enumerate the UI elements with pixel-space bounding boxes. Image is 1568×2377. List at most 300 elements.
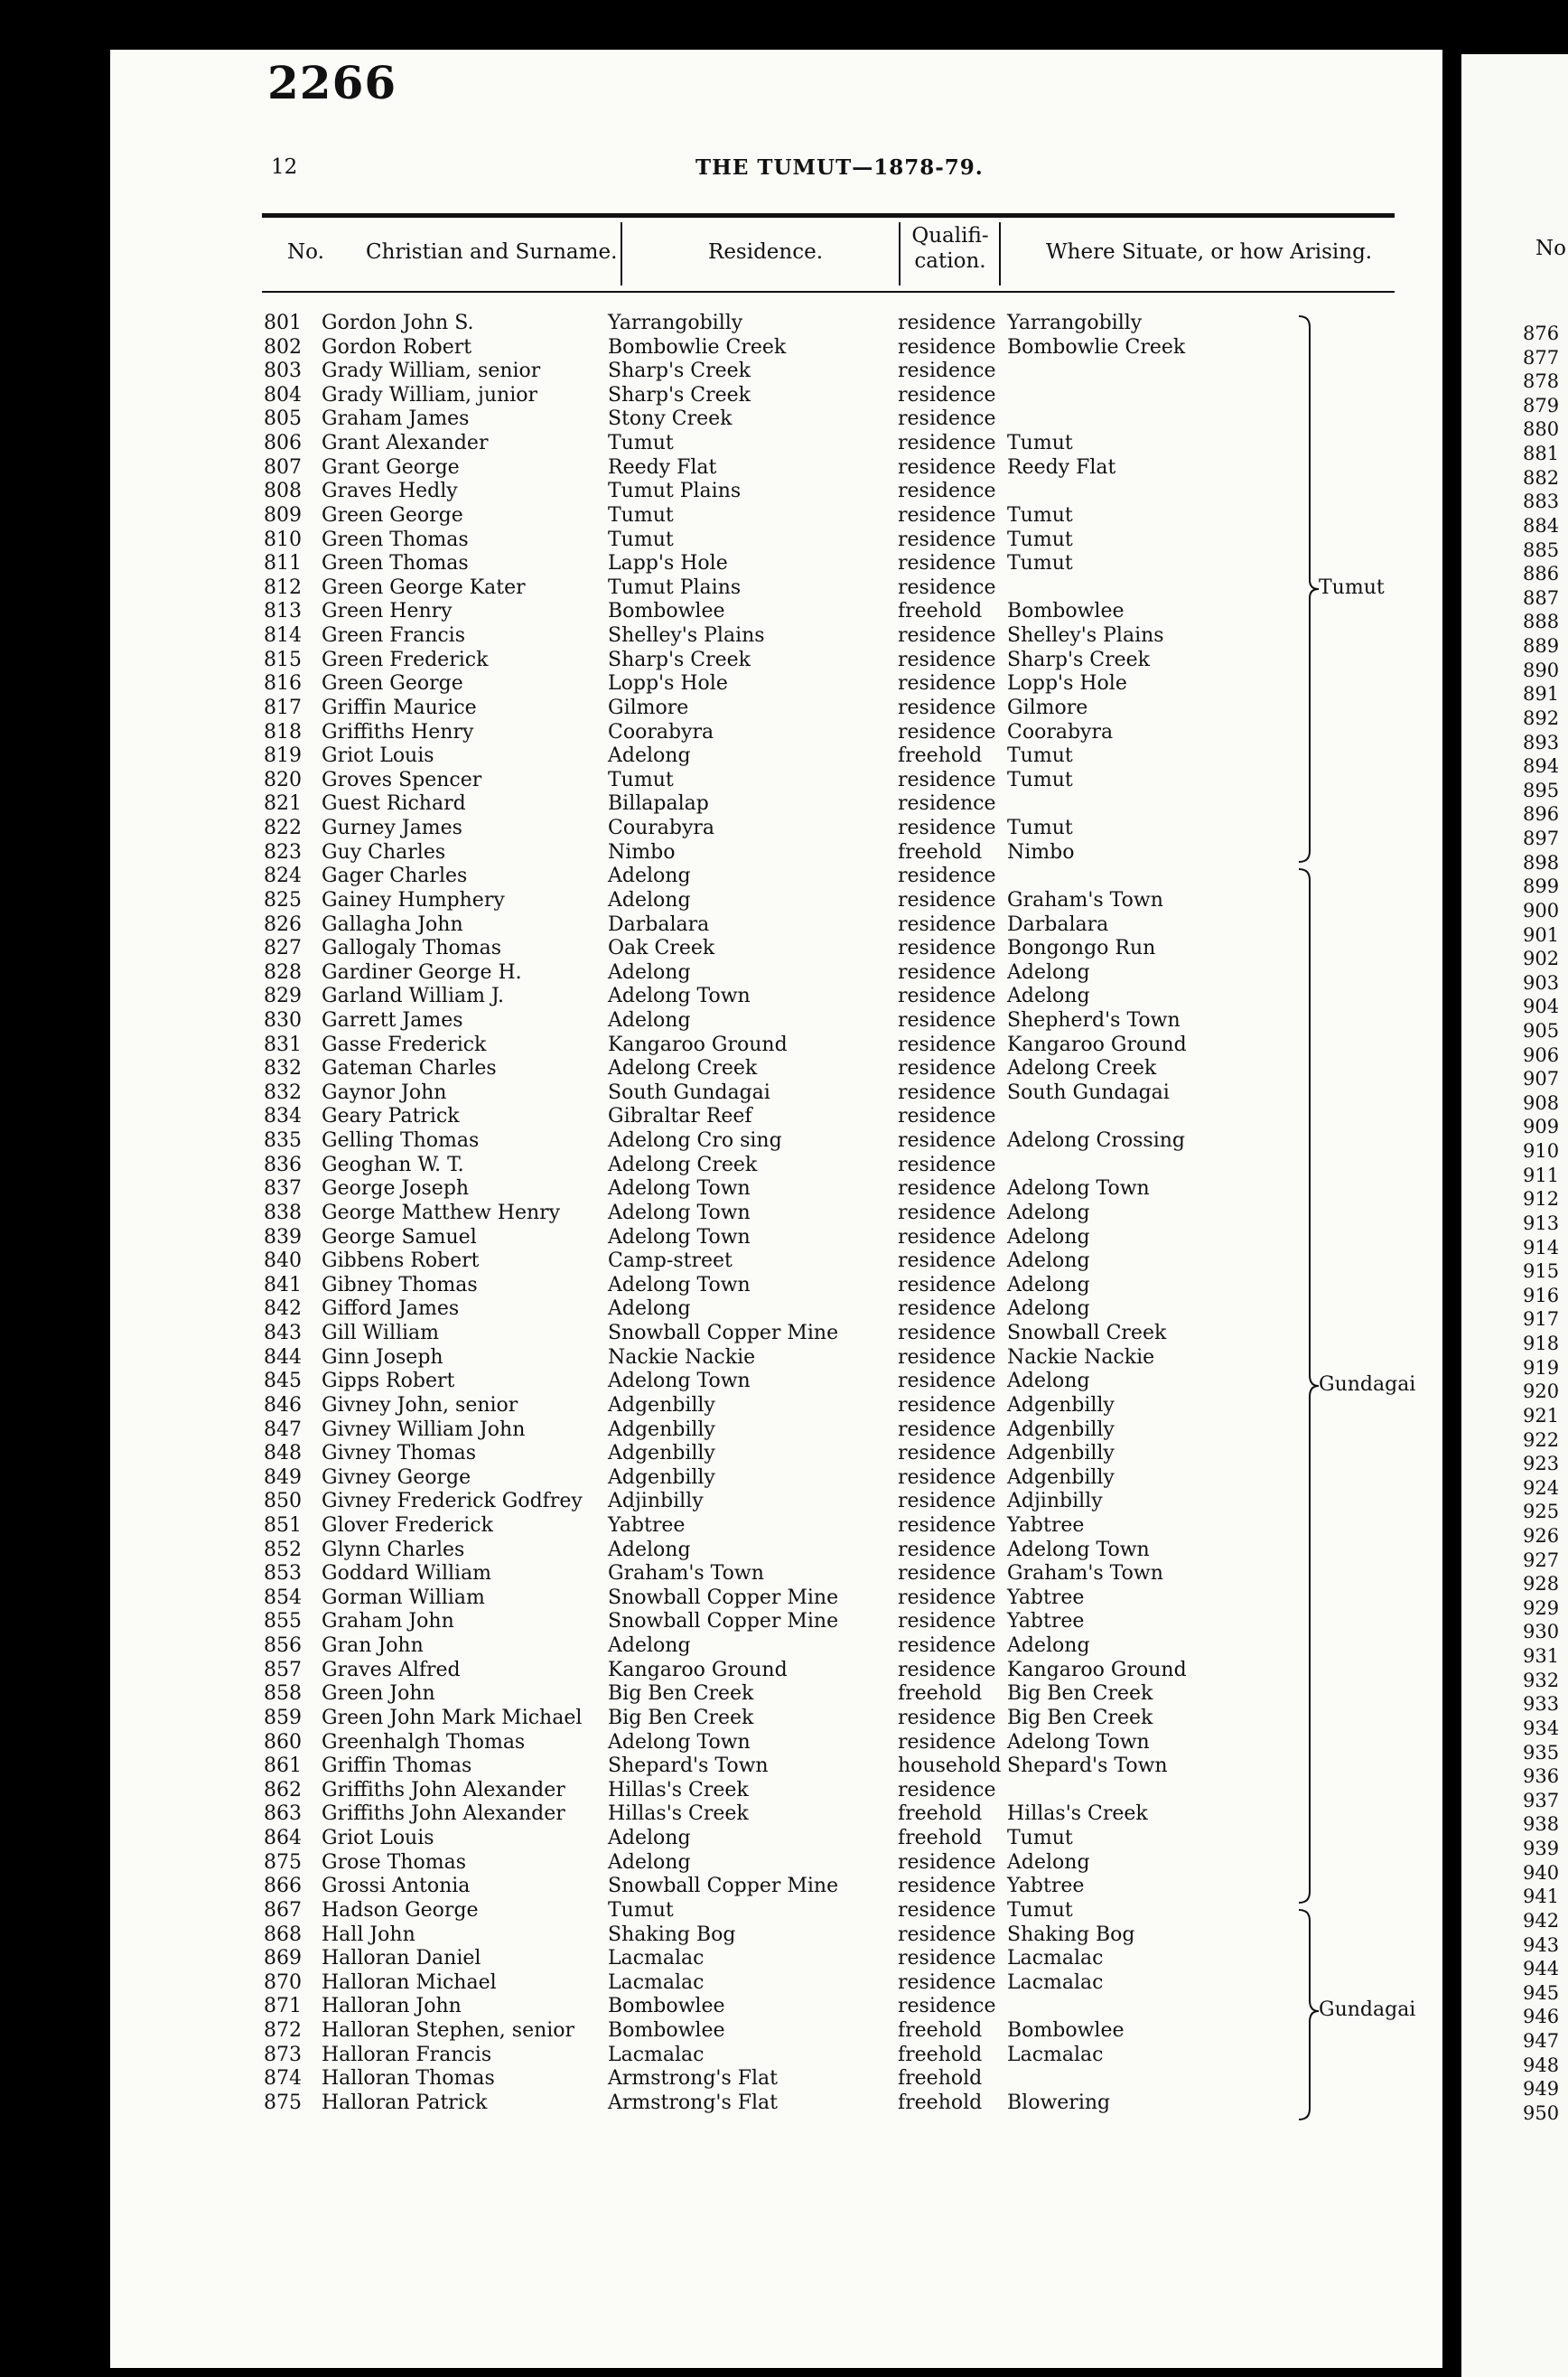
elector-where-situate: Kangaroo Ground (1007, 1658, 1187, 1681)
elector-where-situate: Shepard's Town (1007, 1755, 1168, 1778)
elector-residence: Adgenbilly (608, 1393, 715, 1417)
elector-residence: Hillas's Creek (608, 1778, 749, 1801)
elector-number: 823 (264, 840, 302, 864)
elector-residence: Nimbo (608, 840, 676, 864)
elector-name: Green Henry (322, 600, 453, 623)
elector-name: Halloran Daniel (322, 1947, 481, 1970)
elector-residence: Billapalap (608, 792, 709, 816)
elector-number: 874 (264, 2067, 302, 2091)
right-page-number: 943 (1523, 1933, 1560, 1956)
elector-where-situate: Adelong Town (1007, 1538, 1150, 1561)
elector-where-situate: Adgenbilly (1007, 1465, 1115, 1489)
elector-name: Givney Frederick Godfrey (322, 1490, 583, 1513)
right-page-number: 936 (1523, 1765, 1560, 1788)
elector-residence: Kangaroo Ground (608, 1033, 788, 1056)
elector-name: Griffiths Henry (322, 720, 474, 744)
elector-number: 838 (264, 1201, 302, 1224)
elector-number: 875 (264, 2091, 302, 2114)
elector-number: 854 (264, 1586, 302, 1609)
elector-qualification: residence (898, 1634, 996, 1658)
elector-qualification: residence (898, 985, 996, 1008)
elector-residence: Adelong (608, 744, 691, 768)
elector-residence: Adelong (608, 888, 691, 912)
right-page-number: 899 (1523, 875, 1560, 898)
elector-residence: Adelong Town (608, 1201, 751, 1224)
elector-number: 848 (264, 1442, 302, 1465)
elector-qualification: residence (898, 1658, 996, 1681)
elector-number: 867 (264, 1898, 302, 1922)
elector-number: 873 (264, 2043, 302, 2066)
elector-residence: Adjinbilly (608, 1490, 704, 1513)
elector-number: 866 (264, 1875, 302, 1898)
right-page-number: 938 (1523, 1813, 1560, 1836)
right-page-number: 904 (1523, 996, 1560, 1018)
right-page-number: 889 (1523, 635, 1560, 658)
right-page-number: 912 (1523, 1188, 1560, 1211)
elector-qualification: residence (898, 817, 996, 840)
elector-qualification: residence (898, 432, 996, 455)
elector-qualification: residence (898, 1898, 996, 1922)
elector-name: Halloran Thomas (322, 2067, 495, 2091)
elector-number: 805 (264, 407, 302, 431)
elector-name: Gainey Humphery (322, 888, 505, 912)
elector-qualification: residence (898, 1273, 996, 1296)
elector-qualification: residence (898, 1970, 996, 1994)
elector-qualification: residence (898, 720, 996, 744)
right-page-number: 930 (1523, 1621, 1560, 1643)
elector-number: 850 (264, 1490, 302, 1513)
sheet-number: 2266 (267, 56, 397, 109)
elector-name: Gipps Robert (322, 1370, 455, 1393)
elector-residence: Gilmore (608, 696, 689, 719)
right-page-number: 893 (1523, 731, 1560, 753)
right-page-number: 945 (1523, 1981, 1560, 2004)
elector-name: Griffiths John Alexander (322, 1778, 565, 1801)
right-page-number: 922 (1523, 1428, 1560, 1451)
elector-number: 861 (264, 1755, 302, 1778)
elector-residence: Adelong Town (608, 985, 751, 1008)
elector-residence: Lacmalac (608, 2043, 705, 2066)
elector-where-situate: Graham's Town (1007, 888, 1163, 912)
elector-name: Gibney Thomas (322, 1273, 478, 1296)
elector-residence: Oak Creek (608, 937, 715, 960)
right-page-number: 884 (1523, 514, 1560, 537)
elector-where-situate: Bombowlee (1007, 2019, 1125, 2043)
elector-qualification: residence (898, 552, 996, 576)
elector-where-situate: Blowering (1007, 2091, 1111, 2114)
elector-number: 840 (264, 1249, 302, 1273)
elector-qualification: residence (898, 503, 996, 527)
elector-residence: Adelong Town (608, 1177, 751, 1201)
elector-qualification: freehold (898, 1827, 983, 1850)
right-page-number: 906 (1523, 1043, 1560, 1066)
elector-qualification: freehold (898, 2091, 983, 2114)
elector-number: 852 (264, 1538, 302, 1561)
elector-qualification: residence (898, 1008, 996, 1032)
right-page-number: 929 (1523, 1596, 1560, 1619)
elector-number: 843 (264, 1322, 302, 1345)
elector-name: Grady William, senior (322, 360, 541, 383)
elector-name: Glynn Charles (322, 1538, 465, 1561)
elector-number: 832 (264, 1081, 302, 1104)
elector-residence: Camp-street (608, 1249, 733, 1273)
elector-number: 821 (264, 792, 302, 816)
right-page-number: 883 (1523, 491, 1560, 513)
header-residence: Residence. (708, 240, 824, 264)
elector-number: 813 (264, 600, 302, 623)
elector-number: 837 (264, 1177, 302, 1201)
right-page-number: 892 (1523, 707, 1560, 729)
elector-where-situate: Adelong Crossing (1007, 1129, 1185, 1153)
right-page-number: 910 (1523, 1140, 1560, 1163)
elector-number: 803 (264, 360, 302, 383)
elector-where-situate: Adelong (1007, 1201, 1090, 1224)
elector-where-situate: Adelong Town (1007, 1730, 1150, 1754)
elector-qualification: freehold (898, 1802, 983, 1826)
elector-number: 814 (264, 624, 302, 648)
right-page-number: 948 (1523, 2054, 1560, 2076)
elector-residence: Sharp's Creek (608, 360, 751, 383)
elector-where-situate: Bombowlie Creek (1007, 335, 1186, 359)
elector-qualification: freehold (898, 1682, 983, 1706)
elector-qualification: residence (898, 672, 996, 696)
elector-where-situate: Adgenbilly (1007, 1442, 1115, 1465)
elector-where-situate: Tumut (1007, 552, 1073, 576)
right-page-number: 894 (1523, 755, 1560, 778)
elector-where-situate: Yabtree (1007, 1875, 1085, 1898)
elector-qualification: residence (898, 1490, 996, 1513)
elector-number: 825 (264, 888, 302, 912)
elector-residence: Coorabyra (608, 720, 714, 744)
elector-qualification: residence (898, 1995, 996, 2018)
elector-name: Green Thomas (322, 528, 469, 551)
elector-qualification: freehold (898, 2019, 983, 2043)
elector-number: 802 (264, 335, 302, 359)
elector-number: 834 (264, 1105, 302, 1128)
elector-residence: Tumut Plains (608, 576, 742, 599)
elector-number: 812 (264, 576, 302, 599)
elector-name: Green Francis (322, 624, 466, 648)
elector-number: 809 (264, 503, 302, 527)
elector-where-situate: Tumut (1007, 1827, 1073, 1850)
elector-where-situate: Tumut (1007, 528, 1073, 551)
elector-number: 858 (264, 1682, 302, 1706)
right-page-number: 944 (1523, 1958, 1560, 1980)
elector-residence: Tumut (608, 528, 674, 551)
elector-number: 851 (264, 1514, 302, 1537)
elector-number: 849 (264, 1465, 302, 1489)
running-title: THE TUMUT—1878-79. (695, 155, 984, 180)
elector-number: 842 (264, 1297, 302, 1321)
right-page-number: 876 (1523, 323, 1560, 344)
elector-number: 859 (264, 1706, 302, 1729)
brace-label-tumut: Tumut (1319, 576, 1385, 599)
right-page-number: 934 (1523, 1717, 1560, 1739)
elector-where-situate: Adelong (1007, 1297, 1090, 1321)
right-page-number: 932 (1523, 1669, 1560, 1691)
elector-residence: Adelong (608, 1297, 691, 1321)
elector-residence: Lacmalac (608, 1970, 705, 1994)
right-page-number: 888 (1523, 611, 1560, 633)
elector-name: Goddard William (322, 1562, 492, 1586)
elector-residence: Adelong (608, 1634, 691, 1658)
elector-qualification: freehold (898, 744, 983, 768)
elector-residence: Adelong Town (608, 1370, 751, 1393)
elector-where-situate: Tumut (1007, 817, 1073, 840)
elector-name: Gibbens Robert (322, 1249, 480, 1273)
elector-residence: Shepard's Town (608, 1755, 769, 1778)
elector-number: 846 (264, 1393, 302, 1417)
right-page-number: 895 (1523, 779, 1560, 801)
elector-qualification: residence (898, 1153, 996, 1176)
elector-number: 816 (264, 672, 302, 696)
elector-name: Green John (322, 1682, 435, 1706)
elector-where-situate: Coorabyra (1007, 720, 1114, 744)
elector-name: Gordon Robert (322, 335, 472, 359)
header-no: No. (287, 240, 324, 264)
elector-qualification: residence (898, 937, 996, 960)
elector-qualification: residence (898, 1105, 996, 1128)
elector-residence: Bombowlee (608, 1995, 725, 2018)
elector-qualification: residence (898, 1033, 996, 1056)
elector-qualification: residence (898, 1610, 996, 1633)
brace-tumut (1299, 316, 1319, 862)
elector-name: Grady William, junior (322, 383, 538, 407)
elector-where-situate: Bongongo Run (1007, 937, 1156, 960)
elector-name: Gaynor John (322, 1081, 447, 1104)
right-page-number: 878 (1523, 370, 1560, 393)
elector-where-situate: South Gundagai (1007, 1081, 1170, 1104)
elector-residence: Bombowlee (608, 600, 725, 623)
elector-qualification: residence (898, 1923, 996, 1946)
elector-number: 869 (264, 1947, 302, 1970)
right-page-number: 879 (1523, 394, 1560, 416)
right-page-number: 907 (1523, 1068, 1560, 1090)
elector-name: Graves Alfred (322, 1658, 461, 1681)
elector-residence: Tumut (608, 1898, 674, 1922)
elector-qualification: residence (898, 1875, 996, 1898)
elector-residence: Shelley's Plains (608, 624, 765, 648)
elector-name: Gallagha John (322, 912, 463, 936)
elector-residence: Sharp's Creek (608, 648, 751, 671)
elector-where-situate: Adgenbilly (1007, 1418, 1115, 1441)
elector-name: Gager Charles (322, 865, 468, 888)
elector-qualification: residence (898, 1225, 996, 1249)
elector-residence: Adelong (608, 1827, 691, 1850)
elector-qualification: residence (898, 335, 996, 359)
elector-number: 818 (264, 720, 302, 744)
elector-name: Gorman William (322, 1586, 485, 1609)
elector-name: Halloran Francis (322, 2043, 492, 2066)
elector-qualification: residence (898, 1297, 996, 1321)
elector-where-situate: Nackie Nackie (1007, 1345, 1155, 1369)
right-page-number: 908 (1523, 1091, 1560, 1114)
right-page-number: 881 (1523, 443, 1560, 465)
right-page-number: 946 (1523, 2006, 1560, 2028)
elector-qualification: residence (898, 383, 996, 407)
elector-qualification: residence (898, 1177, 996, 1201)
right-page-number: 887 (1523, 586, 1560, 609)
elector-where-situate: Tumut (1007, 503, 1073, 527)
right-page-number: 937 (1523, 1789, 1560, 1811)
elector-qualification: residence (898, 1850, 996, 1874)
elector-number: 828 (264, 960, 302, 984)
elector-where-situate: Big Ben Creek (1007, 1706, 1153, 1729)
elector-name: Gill William (322, 1322, 440, 1345)
elector-name: Givney Thomas (322, 1442, 477, 1465)
elector-name: Guest Richard (322, 792, 466, 816)
header-name: Christian and Surname. (366, 240, 618, 264)
elector-number: 806 (264, 432, 302, 455)
elector-residence: Adelong (608, 865, 691, 888)
right-page-number: 886 (1523, 563, 1560, 585)
elector-number: 855 (264, 1610, 302, 1633)
elector-number: 817 (264, 696, 302, 719)
elector-where-situate: Shelley's Plains (1007, 624, 1164, 648)
elector-where-situate: Adjinbilly (1007, 1490, 1103, 1513)
elector-name: Halloran John (322, 1995, 462, 2018)
elector-where-situate: Tumut (1007, 768, 1073, 791)
elector-residence: Lapp's Hole (608, 552, 728, 576)
right-page-number: 911 (1523, 1164, 1560, 1186)
elector-residence: Lopp's Hole (608, 672, 728, 696)
elector-where-situate: Adelong (1007, 960, 1090, 984)
elector-residence: Adgenbilly (608, 1465, 715, 1489)
elector-residence: Kangaroo Ground (608, 1658, 788, 1681)
right-page-number: 901 (1523, 923, 1560, 946)
right-page-number: 917 (1523, 1308, 1560, 1331)
elector-where-situate: Tumut (1007, 432, 1073, 455)
elector-number: 870 (264, 1970, 302, 1994)
elector-residence: Armstrong's Flat (608, 2091, 778, 2114)
elector-qualification: residence (898, 888, 996, 912)
elector-residence: Adgenbilly (608, 1418, 715, 1441)
right-page-number: 877 (1523, 346, 1560, 369)
elector-residence: Tumut (608, 503, 674, 527)
elector-number: 863 (264, 1802, 302, 1826)
elector-number: 860 (264, 1730, 302, 1754)
brace-gundagai-2 (1299, 1910, 1319, 2120)
elector-residence: Adelong Town (608, 1730, 751, 1754)
elector-number: 836 (264, 1153, 302, 1176)
elector-qualification: residence (898, 1562, 996, 1586)
right-page-number: 942 (1523, 1909, 1560, 1932)
elector-where-situate: Shepherd's Town (1007, 1008, 1181, 1032)
elector-where-situate: Yabtree (1007, 1586, 1085, 1609)
elector-name: Glover Frederick (322, 1514, 493, 1537)
right-page-number: 915 (1523, 1260, 1560, 1283)
elector-name: Green John Mark Michael (322, 1706, 583, 1729)
elector-number: 827 (264, 937, 302, 960)
right-page-number: 924 (1523, 1476, 1560, 1499)
elector-residence: Adelong Creek (608, 1153, 758, 1176)
elector-name: Griffin Maurice (322, 696, 477, 719)
elector-qualification: residence (898, 528, 996, 551)
elector-qualification: residence (898, 1201, 996, 1224)
elector-qualification: residence (898, 1514, 996, 1537)
elector-where-situate: Lacmalac (1007, 1947, 1104, 1970)
elector-residence: Bombowlee (608, 2019, 725, 2043)
elector-where-situate: Adelong (1007, 1634, 1090, 1658)
elector-number: 831 (264, 1033, 302, 1056)
elector-number: 864 (264, 1827, 302, 1850)
elector-name: Hadson George (322, 1898, 479, 1922)
elector-residence: Adelong (608, 960, 691, 984)
right-page-number: 913 (1523, 1212, 1560, 1234)
elector-where-situate: Bombowlee (1007, 600, 1125, 623)
elector-where-situate: Tumut (1007, 744, 1073, 768)
elector-name: Green George (322, 672, 463, 696)
elector-qualification: residence (898, 480, 996, 503)
right-page-number: 933 (1523, 1693, 1560, 1716)
right-page-number: 920 (1523, 1380, 1560, 1403)
elector-name: Gallogaly Thomas (322, 937, 502, 960)
elector-qualification: residence (898, 1586, 996, 1609)
elector-name: Gran John (322, 1634, 424, 1658)
elector-where-situate: Adelong Town (1007, 1177, 1150, 1201)
elector-qualification: residence (898, 1730, 996, 1754)
elector-name: Halloran Stephen, senior (322, 2019, 575, 2043)
elector-number: 832 (264, 1057, 302, 1081)
elector-where-situate: Adelong Creek (1007, 1057, 1157, 1081)
right-page-header: No (1535, 237, 1566, 260)
right-page-number: 939 (1523, 1838, 1560, 1860)
elector-where-situate: Sharp's Creek (1007, 648, 1151, 671)
elector-number: 822 (264, 817, 302, 840)
elector-residence: Adelong Creek (608, 1057, 758, 1081)
elector-qualification: freehold (898, 840, 983, 864)
elector-where-situate: Yabtree (1007, 1514, 1085, 1537)
elector-qualification: residence (898, 1442, 996, 1465)
elector-residence: Nackie Nackie (608, 1345, 756, 1369)
elector-name: Grossi Antonia (322, 1875, 471, 1898)
elector-qualification: residence (898, 1057, 996, 1081)
elector-name: Givney John, senior (322, 1393, 518, 1417)
elector-qualification: residence (898, 1538, 996, 1561)
elector-residence: Sharp's Creek (608, 383, 751, 407)
elector-residence: Armstrong's Flat (608, 2067, 778, 2091)
elector-name: Gifford James (322, 1297, 460, 1321)
elector-number: 829 (264, 985, 302, 1008)
elector-number: 847 (264, 1418, 302, 1441)
elector-name: Gordon John S. (322, 312, 474, 334)
elector-qualification: residence (898, 624, 996, 648)
elector-qualification: residence (898, 768, 996, 791)
right-page-number: 909 (1523, 1116, 1560, 1138)
elector-where-situate: Tumut (1007, 1898, 1073, 1922)
elector-residence: Hillas's Creek (608, 1802, 749, 1826)
right-page-number: 947 (1523, 2030, 1560, 2053)
elector-name: Geoghan W. T. (322, 1153, 464, 1176)
right-page-number: 941 (1523, 1886, 1560, 1908)
elector-residence: Tumut Plains (608, 480, 742, 503)
elector-qualification: residence (898, 696, 996, 719)
elector-residence: South Gundagai (608, 1081, 770, 1104)
elector-residence: Adelong Town (608, 1225, 751, 1249)
elector-qualification: residence (898, 1947, 996, 1970)
elector-where-situate: Lopp's Hole (1007, 672, 1127, 696)
elector-qualification: residence (898, 1322, 996, 1345)
right-page-number: 897 (1523, 828, 1560, 850)
elector-number: 862 (264, 1778, 302, 1801)
right-page-number: 919 (1523, 1356, 1560, 1379)
elector-name: Graham James (322, 407, 470, 431)
elector-where-situate: Snowball Creek (1007, 1322, 1167, 1345)
elector-number: 839 (264, 1225, 302, 1249)
elector-name: Green Frederick (322, 648, 489, 671)
right-page-number: 882 (1523, 466, 1560, 489)
elector-number: 872 (264, 2019, 302, 2043)
